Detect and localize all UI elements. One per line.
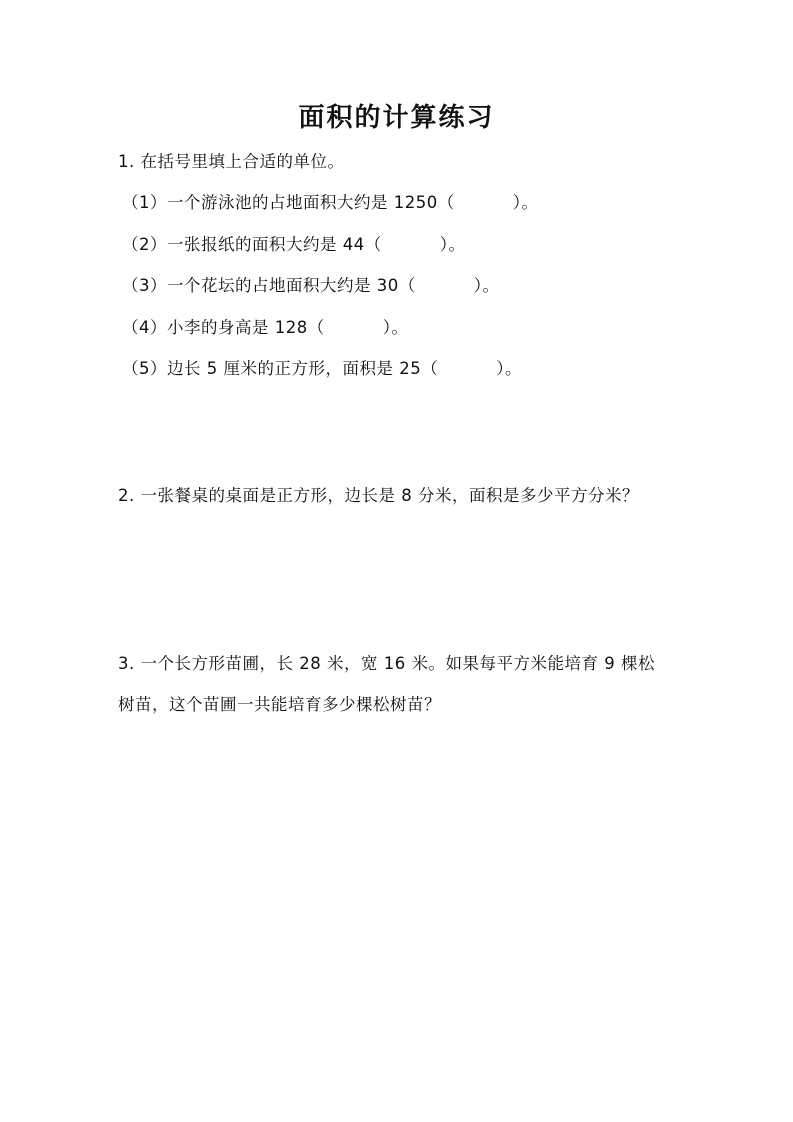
question-2: 2. 一张餐桌的桌面是正方形，边长是 8 分米，面积是多少平方分米？ [118, 486, 639, 505]
item-text: （5）边长 5 厘米的正方形，面积是 25（ [122, 359, 439, 378]
item-suffix: ）。 [512, 193, 539, 212]
item-suffix: ）。 [496, 359, 522, 378]
item-suffix: ）。 [473, 276, 500, 295]
item-text: （2）一张报纸的面积大约是 44（ [122, 235, 382, 254]
item-suffix: ）。 [382, 318, 409, 337]
question-1-item-5 [122, 355, 522, 379]
question-1-item-3 [122, 272, 500, 296]
question-1-item-4 [122, 314, 409, 338]
question-1-heading: 1. 在括号里填上合适的单位。 [118, 152, 345, 171]
question-1-item-1 [122, 189, 538, 213]
question-3-line-1: 3. 一个长方形苗圃，长 28 米，宽 16 米。如果每平方米能培育 9 棵松 [118, 654, 655, 673]
item-text: （4）小李的身高是 128（ [122, 318, 325, 337]
page-title: 面积的计算练习 [298, 103, 495, 133]
item-text: （3）一个花坛的占地面积大约是 30（ [122, 276, 416, 295]
question-3-line-2: 树苗，这个苗圃一共能培育多少棵松树苗？ [118, 695, 441, 714]
item-suffix: ）。 [439, 235, 466, 254]
question-1-item-2 [122, 231, 466, 255]
item-text: （1）一个游泳池的占地面积大约是 1250（ [122, 193, 455, 212]
